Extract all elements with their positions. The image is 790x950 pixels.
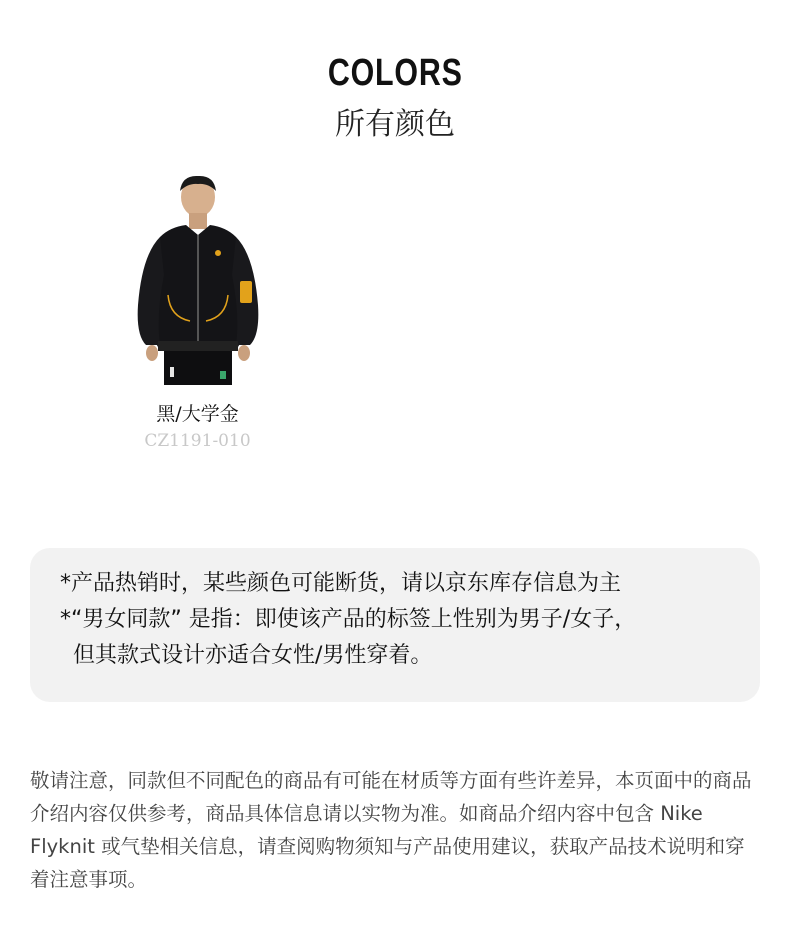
sleeve-pocket-accent [240, 281, 252, 303]
notice-line-unisex-cont: 但其款式设计亦适合女性/男性穿着。 [73, 643, 433, 668]
color-swatch-item[interactable] [120, 175, 275, 451]
product-photo[interactable] [120, 175, 275, 385]
stock-notice-box [30, 548, 760, 702]
jacket-model-image [120, 175, 275, 385]
disclaimer-text: 敬请注意，同款但不同配色的商品有可能在材质等方面有些许差异，本页面中的商品介绍内容仅供参考，商品具体信息请以实物为准。如商品介绍内容中包含 Nike Flyknit 或气垫相关信息，请查阅购物须知与产品使用建议，获取产品技术说明和穿着注意事项。 [30, 769, 752, 891]
color-name: 黑/大学金 [156, 403, 239, 425]
colors-header [0, 52, 790, 143]
notice-line-unisex: *“男女同款” 是指：即使该产品的标签上性别为男子/女子， [60, 607, 637, 632]
page-title-en: COLORS [327, 52, 463, 94]
style-code: CZ1191-010 [144, 431, 251, 451]
page-title-cn: 所有颜色 [335, 107, 455, 142]
notice-line-stock: *产品热销时，某些颜色可能断货，请以京东库存信息为主 [60, 571, 622, 596]
